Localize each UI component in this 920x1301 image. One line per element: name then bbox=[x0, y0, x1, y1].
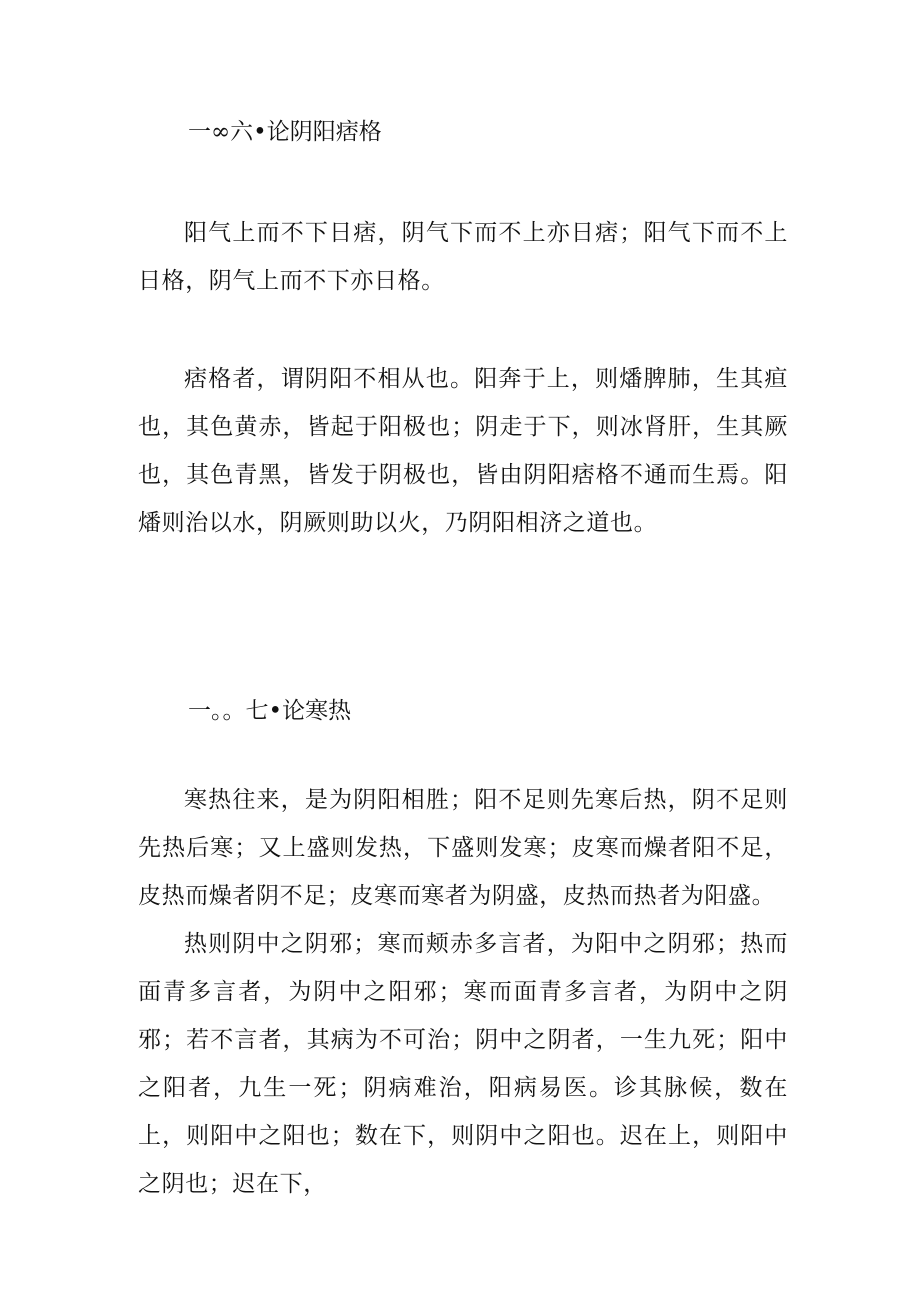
section-heading: 一∞六•论阴阳痞格 bbox=[188, 119, 382, 145]
paragraph: 寒热往来，是为阴阳相胜；阳不足则先寒后热，阴不足则先热后寒；又上盛则发热，下盛则发寒；皮寒而燥者阳不足，皮热而燥者阴不足；皮寒而寒者为阴盛，皮热而热者为阳盛。 bbox=[138, 787, 788, 909]
section-yin-yang-pi-ge bbox=[138, 116, 788, 547]
section-heading: 一。。七•论寒热 bbox=[188, 698, 352, 724]
paragraph: 热则阴中之阴邪；寒而颊赤多言者，为阳中之阴邪；热而面青多言者，为阴中之阳邪；寒而面青多言者，为阴中之阴邪；若不言者，其病为不可治；阴中之阴者，一生九死；阳中之阳者，九生一死；阴病难治，阳病易医。诊其脉候，数在上，则阳中之阳也；数在下，则阴中之阳也。迟在上，则阳中之阴也；迟在下， bbox=[138, 931, 788, 1197]
section-han-re bbox=[138, 695, 788, 1208]
paragraph: 阳气上而不下日痞，阴气下而不上亦日痞；阳气下而不上日格，阴气上而不下亦日格。 bbox=[138, 220, 788, 294]
paragraph: 痞格者，谓阴阳不相从也。阳奔于上，则燔脾肺，生其疸也，其色黄赤，皆起于阳极也；阴走于下，则冰肾肝，生其厥也，其色青黑，皆发于阴极也，皆由阴阳痞格不通而生焉。阳燔则治以水，阴厥则助以火，乃阴阳相济之道也。 bbox=[138, 366, 788, 536]
